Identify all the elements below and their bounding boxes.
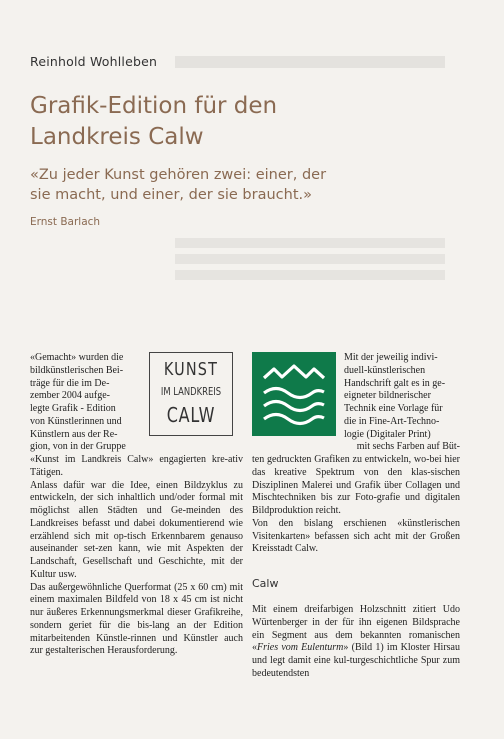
logo-calw: CALW	[166, 403, 216, 427]
kunst-im-landkreis-calw-logo	[149, 352, 233, 436]
text-line: zember 2004 aufge-	[30, 390, 110, 402]
text-line: legte Grafik - Edition	[30, 403, 116, 414]
artwork-title: Fries vom Eulenturm	[257, 642, 344, 654]
paragraph	[252, 604, 460, 681]
text-line: Handschrift galt es in ge-	[344, 377, 446, 389]
right-column-top	[344, 352, 460, 454]
text-run: » (Bild 1) im Kloster Hirsau und legt damit eine kul-turgeschichtliche Spur zum bedeutendsten	[252, 642, 460, 679]
author-name: Reinhold Wohlleben	[30, 54, 158, 69]
paragraph: ten gedruckten Grafiken zu entwickeln, wo-bei hier das kreative Spektrum von den klas-sischen Disziplinen Malerei und Grafik über Collagen und Mischtechniken bis zur Foto-grafie und digitalen Bildproduktion reicht.	[252, 454, 460, 516]
text-line: Mit der jeweilig indivi-	[344, 352, 438, 363]
paragraph: «Kunst im Landkreis Calw» engagierten kre-ativ Tätigen.	[30, 454, 243, 478]
logo-kunst: KUNST	[163, 359, 219, 380]
left-column-body	[30, 454, 243, 658]
text-line: duell-künstlerischen	[344, 364, 426, 376]
text-line: mit sechs Farben auf Büt-	[356, 441, 460, 453]
text-line: eigneter bildnerischer	[344, 390, 431, 402]
text-line: logie (Digitaler Print)	[344, 428, 431, 440]
waves-mountains-icon	[252, 352, 336, 436]
text-line: bildkünstlerischen Bei-	[30, 364, 124, 376]
text-line: träge für die im De-	[30, 377, 110, 389]
paragraph: Von den bislang erschienen «künstlerischen Visitenkarten» befassen sich acht mit der Großen Kreisstadt Calw.	[252, 517, 460, 555]
calw-section-text	[252, 604, 460, 681]
quote-author: Ernst Barlach	[30, 216, 101, 228]
article-title	[30, 91, 277, 153]
title-line-1: Grafik-Edition für den	[30, 93, 278, 119]
quote-line-1: «Zu jeder Kunst gehören zwei: einer, der	[30, 167, 327, 183]
section-heading-calw: Calw	[252, 577, 279, 590]
text-line: Technik eine Vorlage für	[344, 403, 443, 414]
paragraph: Das außergewöhnliche Querformat (25 x 60 cm) mit einem maximalen Bildfeld von 18 x 45 cm ist nicht nur äußeres Erkennungsmerkmal dieser Grafikreihe, sondern geriet für die bis-lang an der Edition mitarbeitenden Künstle-rinnen und Künstler auch zur gestalterischen Herausforderung.	[30, 581, 243, 657]
paragraph: Anlass dafür war die Idee, einen Bildzyklus zu entwickeln, der sich inhaltlich und/oder formal mit möglichst allen Städten und Ge-meinden des Landkreises befasst und dabei dokumentierend wie erzählend sich mit op-tisch Erkennbarem genauso auseinander set-zen kann, wie mit Aspekten der Landschaft, Gesellschaft und Geschichte, mit der Kultur usw.	[30, 479, 243, 580]
epigraph-quote	[30, 165, 480, 205]
text-line: von Künstlerinnen und	[30, 415, 122, 427]
text-line: Künstlern aus der Re-	[30, 428, 118, 440]
text-line: gion, von in der Gruppe	[30, 441, 126, 453]
left-column-top	[30, 352, 140, 454]
text-run: Mit einem dreifarbigen Holzschnitt zitiert Udo Würtenberger in der für ihn eigenen Bildsprache ein Segment aus dem bekannten romanischen «	[252, 604, 460, 654]
logo-im-landkreis: IM LANDKREIS	[160, 386, 222, 398]
right-column-body	[252, 454, 460, 556]
title-line-2: Landkreis Calw	[30, 124, 204, 150]
text-line: «Gemacht» wurden die	[30, 352, 124, 363]
text-line: die in Fine-Art-Techno-	[344, 415, 440, 427]
quote-line-2: sie macht, und einer, der sie braucht.»	[30, 187, 312, 203]
